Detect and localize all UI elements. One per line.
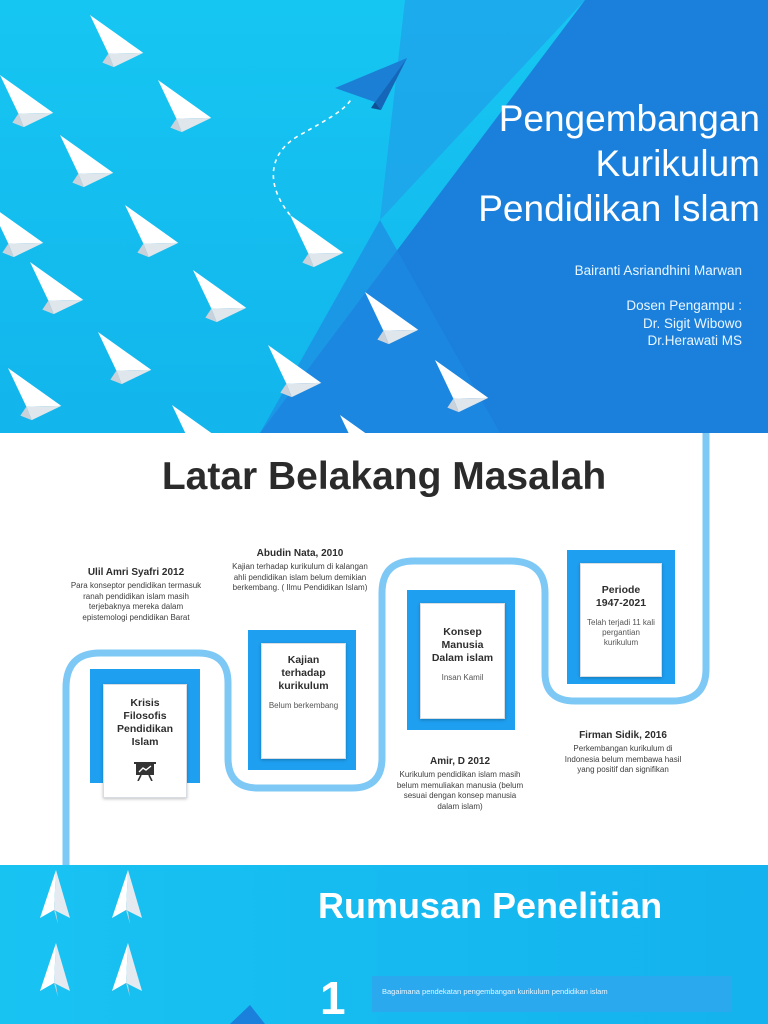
card-subtitle: Belum berkembang: [268, 701, 339, 710]
lecturer-block: [626, 297, 742, 350]
lecturer-name: Dr.Herawati MS: [647, 333, 742, 348]
card-title: Konsep Manusia Dalam islam: [431, 626, 494, 664]
timeline-card: [580, 563, 662, 677]
timeline-card: [103, 684, 187, 798]
title-line: Pendidikan Islam: [478, 188, 760, 229]
paper-plane-icon: [162, 405, 230, 433]
title-line: Kurikulum: [595, 143, 760, 184]
paper-plane-icon: [148, 80, 216, 137]
paper-plane-icon: [20, 262, 88, 319]
title-slide: [0, 0, 768, 433]
note-body: Kurikulum pendidikan islam masih belum memuliakan manusia (belum sesuai dengan konsep manusia dalam islam): [396, 770, 524, 811]
source-note: [66, 566, 206, 623]
paper-plane-icon: [112, 943, 142, 997]
note-body: Perkembangan kurikulum di Indonesia belum membawa hasil yang positif dan signifikan: [564, 744, 682, 774]
timeline-card: [420, 603, 505, 719]
card-title: Periode 1947-2021: [595, 584, 647, 609]
source-note: [558, 729, 688, 776]
paper-plane-icon: [88, 332, 156, 389]
corner-shape: [230, 1005, 265, 1024]
note-title: Amir, D 2012: [429, 756, 491, 767]
paper-plane-icon: [40, 943, 70, 997]
card-subtitle: Insan Kamil: [441, 673, 484, 682]
slide-title: Latar Belakang Masalah: [161, 455, 607, 498]
presentation-board-icon: [110, 761, 180, 786]
paper-plane-icon: [0, 205, 49, 262]
paper-plane-icon: [80, 15, 148, 72]
title-line: Pengembangan: [498, 98, 760, 139]
note-title: Firman Sidik, 2016: [579, 730, 667, 741]
lecturer-label: Dosen Pengampu :: [626, 298, 742, 313]
source-note: [230, 547, 370, 594]
author-name: Bairanti Asriandhini Marwan: [574, 263, 742, 278]
paper-plane-icon: [0, 75, 59, 132]
note-body: Kajian terhadap kurikulum di kalangan ahli pendidikan islam belum demikian berkembang. ( Ilmu Pendidikan Islam): [232, 562, 368, 592]
research-question-slide: [0, 865, 768, 1024]
paper-plane-icon: [40, 870, 70, 924]
card-title: Krisis Filosofis Pendidikan Islam: [116, 697, 173, 748]
note-title: Ulil Amri Syafri 2012: [87, 567, 185, 578]
timeline-card: [261, 643, 346, 759]
note-title: Abudin Nata, 2010: [256, 548, 344, 559]
paper-plane-icon: [0, 368, 67, 425]
paper-plane-icon: [112, 870, 142, 924]
paper-plane-icon: [50, 135, 118, 192]
flight-path: [273, 98, 352, 215]
source-note: [395, 755, 525, 812]
question-number: 1: [320, 972, 346, 1024]
question-text: Bagaimana pendekatan pengembangan kurikulum pendidikan islam: [372, 976, 732, 1012]
paper-plane-icon: [280, 215, 348, 272]
note-body: Para konseptor pendidikan termasuk ranah pendidikan islam masih terjebaknya mereka dalam epistemologi pendidikan Barat: [70, 581, 202, 622]
presentation-title: [400, 96, 760, 231]
background-slide: [0, 433, 768, 865]
card-subtitle: Telah terjadi 11 kali pergantian kurikulum: [587, 618, 655, 647]
slide-title: Rumusan Penelitian: [318, 885, 663, 926]
lecturer-name: Dr. Sigit Wibowo: [642, 315, 742, 331]
paper-plane-icon: [183, 270, 251, 327]
card-title: Kajian terhadap kurikulum: [278, 654, 329, 692]
paper-plane-icon: [115, 205, 183, 262]
